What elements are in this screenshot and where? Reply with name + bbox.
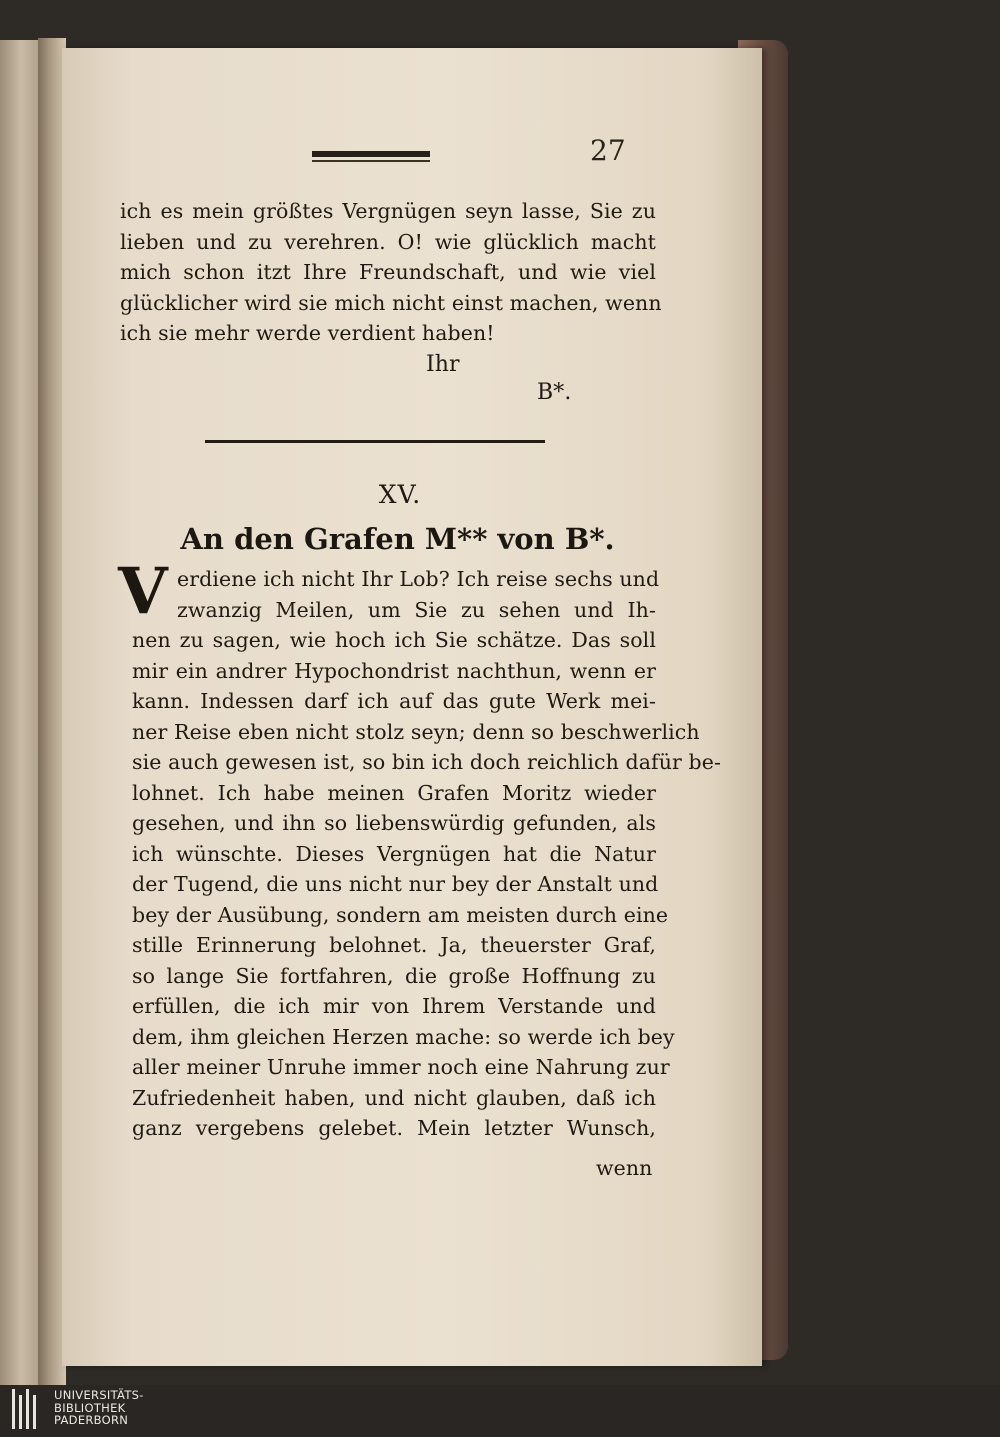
library-logo-icon <box>12 1389 47 1429</box>
text-line: nen zu sagen, wie hoch ich Sie schätze. Das soll <box>132 628 656 652</box>
text-line: lohnet. Ich habe meinen Grafen Moritz wieder <box>132 780 656 805</box>
page-number: 27 <box>590 134 626 167</box>
text-line: mich schon itzt Ihre Freundschaft, und wie viel <box>120 260 656 284</box>
header-rule <box>312 151 430 157</box>
text-line: erdiene ich nicht Ihr Lob? Ich reise sechs und <box>177 567 660 591</box>
text-line: ganz vergebens gelebet. Mein letzter Wunsch, <box>132 1116 656 1140</box>
text-line: kann. Indessen darf ich auf das gute Werk mei- <box>132 689 656 713</box>
text-line: mir ein andrer Hypochondrist nachthun, wenn er <box>132 658 656 683</box>
library-name-line: BIBLIOTHEK <box>54 1400 126 1415</box>
text-line: dem, ihm gleichen Herzen mache: so werde ich bey <box>132 1024 675 1049</box>
text-line: glücklicher wird sie mich nicht einst machen, wenn <box>120 290 662 315</box>
closing-word: Ihr <box>426 352 460 377</box>
library-name-line: UNIVERSITÄTS- <box>54 1388 144 1402</box>
text-line: ich es mein größtes Vergnügen seyn lasse, Sie zu <box>120 199 656 223</box>
text-line: erfüllen, die ich mir von Ihrem Verstande und <box>132 994 656 1018</box>
text-line: so lange Sie fortfahren, die große Hoffnung zu <box>132 963 656 988</box>
text-line: bey der Ausübung, sondern am meisten durch eine <box>132 902 669 927</box>
text-line: der Tugend, die uns nicht nur bey der Anstalt und <box>132 872 659 896</box>
letter-numeral: XV. <box>378 480 422 509</box>
drop-cap: V <box>118 554 168 629</box>
text-line: gesehen, und ihn so liebenswürdig gefunden, als <box>132 811 656 835</box>
text-line: Zufriedenheit haben, und nicht glauben, daß ich <box>132 1085 656 1110</box>
text-line: ich wünschte. Dieses Vergnügen hat die Natur <box>132 841 656 866</box>
catchword: wenn <box>596 1156 653 1180</box>
signature: B*. <box>537 380 572 405</box>
library-name <box>54 1389 144 1427</box>
facing-page-edge <box>0 40 38 1385</box>
text-line: lieben und zu verehren. O! wie glücklich macht <box>120 229 656 254</box>
section-divider <box>205 440 545 443</box>
text-line: aller meiner Unruhe immer noch eine Nahrung zur <box>132 1055 670 1079</box>
text-line: ich sie mehr werde verdient haben! <box>120 321 495 345</box>
text-line: stille Erinnerung belohnet. Ja, theuerster Graf, <box>132 933 656 957</box>
letter-heading: An den Grafen M** von B*. <box>180 522 615 556</box>
library-name-line: PADERBORN <box>54 1413 129 1427</box>
text-line: zwanzig Meilen, um Sie zu sehen und Ih- <box>177 597 656 622</box>
text-line: sie auch gewesen ist, so bin ich doch reichlich dafür be- <box>132 750 722 774</box>
text-line: ner Reise eben nicht stolz seyn; denn so beschwerlich <box>132 719 700 744</box>
